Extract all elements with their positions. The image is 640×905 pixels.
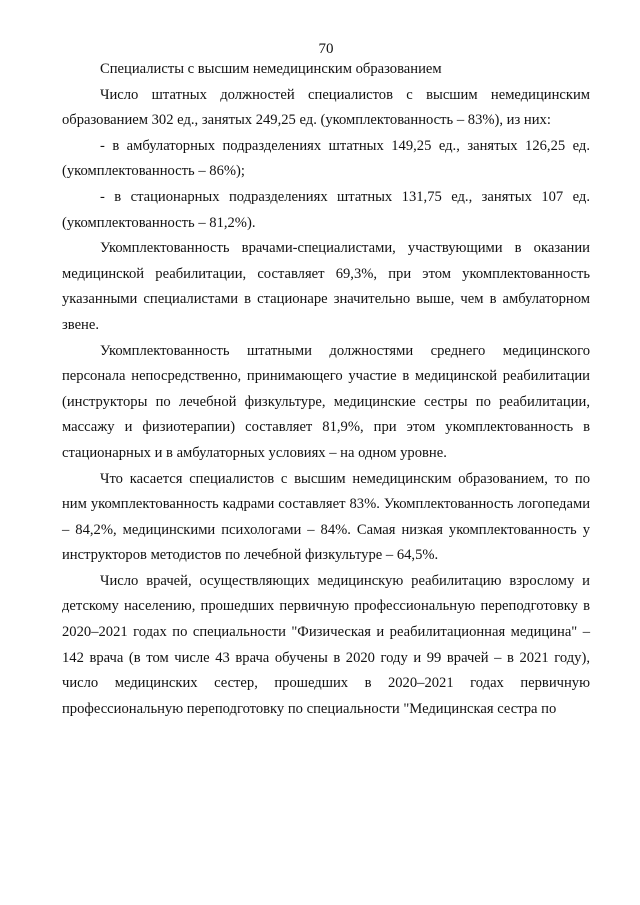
paragraph: Число врачей, осуществляющих медицинскую реабилитацию взрослому и детскому населению, прошедших первичную профессиональную переподготовку в 2020–2021 годах по специальности "Физическая и реабилитационная медицина" – 142 врача (в том числе 43 врача обучены в 2020 году и 99 врачей – в 2021 году), число медицинских сестер, прошедших в 2020–2021 годах первичную профессиональную переподготовку по специальности "Медицинская сестра по [62, 572, 590, 717]
paragraph: - в амбулаторных подразделениях штатных 149,25 ед., занятых 126,25 ед. (укомплектованность – 86%); [62, 137, 590, 180]
paragraph: Укомплектованность врачами-специалистами, участвующими в оказании медицинской реабилитации, составляет 69,3%, при этом укомплектованность указанными специалистами в стационаре значительно выше, чем в амбулаторном звене. [62, 240, 590, 333]
paragraph: Что касается специалистов с высшим немедицинским образованием, то по ним укомплектованность кадрами составляет 83%. Укомплектованность логопедами – 84,2%, медицинскими психологами – 84%. Самая низкая укомплектованность у инструкторов методистов по лечебной физкультуре – 64,5%. [62, 470, 590, 564]
document-body [62, 57, 590, 722]
section-heading: Специалисты с высшим немедицинским образованием [100, 61, 442, 77]
paragraph: - в стационарных подразделениях штатных 131,75 ед., занятых 107 ед. (укомплектованность – 81,2%). [62, 188, 590, 231]
paragraph: Укомплектованность штатными должностями среднего медицинского персонала непосредственно, принимающего участие в медицинской реабилитации (инструкторы по лечебной физкультуре, медицинские сестры по реабилитации, массажу и физиотерапии) составляет 81,9%, при этом укомплектованность в стационарных и в амбулаторных условиях – на одном уровне. [62, 342, 590, 461]
page-number: 70 [318, 41, 334, 57]
paragraph: Число штатных должностей специалистов с высшим немедицинским образованием 302 ед., занятых 249,25 ед. (укомплектованность – 83%), из них: [62, 86, 590, 129]
